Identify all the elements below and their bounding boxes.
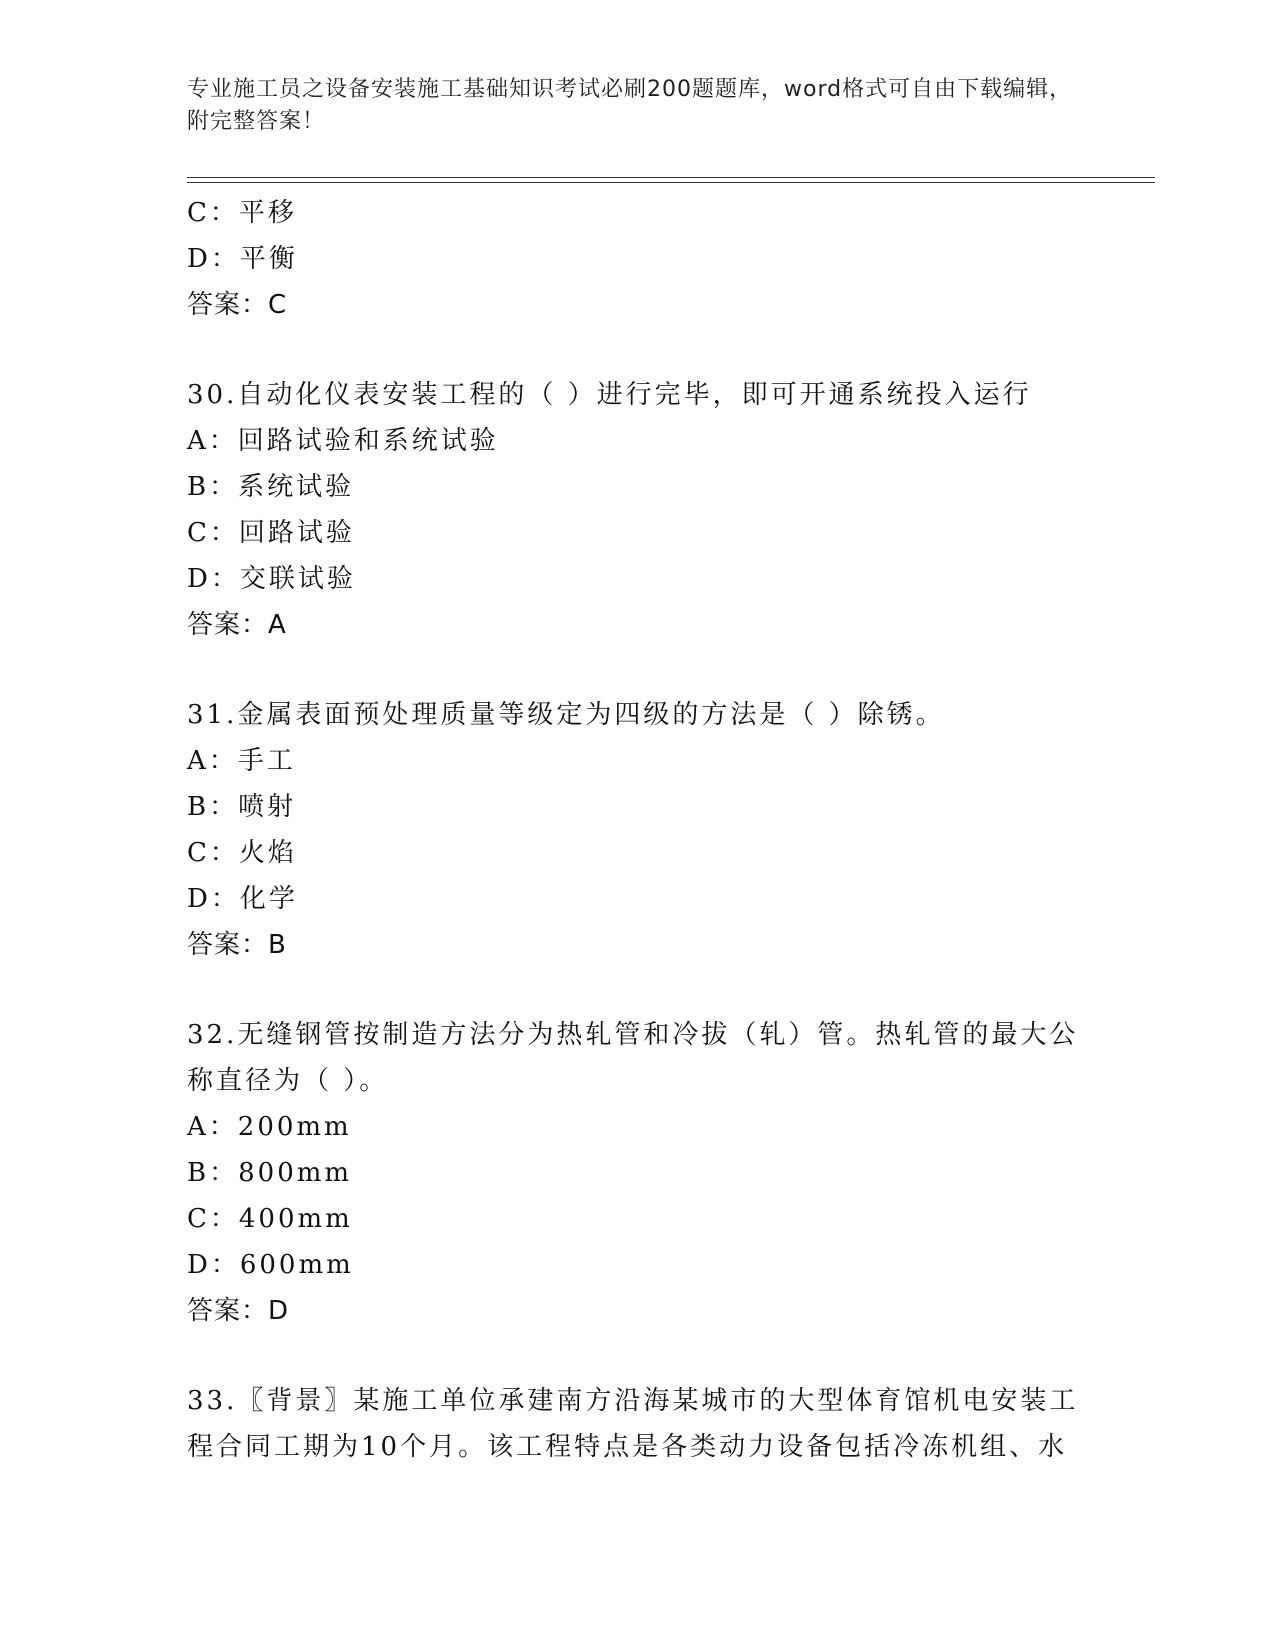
q29-option-d: D：平衡 bbox=[187, 244, 298, 274]
q31-question: 31.金属表面预处理质量等级定为四级的方法是（ ）除锈。 bbox=[187, 700, 945, 730]
q31-option-d: D：化学 bbox=[187, 884, 298, 914]
q29-answer: 答案：C bbox=[187, 290, 288, 320]
q30-option-d: D：交联试验 bbox=[187, 564, 356, 594]
header-divider-top bbox=[187, 177, 1155, 178]
q31-option-a: A：手工 bbox=[187, 746, 296, 776]
q32-question: 32.无缝钢管按制造方法分为热轧管和冷拔（轧）管。热轧管的最大公称直径为（ ）。 bbox=[187, 1020, 1079, 1096]
q31-answer: 答案：B bbox=[187, 930, 287, 960]
spacer bbox=[187, 1334, 1087, 1378]
spacer bbox=[187, 328, 1087, 372]
spacer bbox=[187, 968, 1087, 1012]
q30-option-b: B：系统试验 bbox=[187, 472, 355, 502]
q30-question: 30.自动化仪表安装工程的（ ）进行完毕，即可开通系统投入运行 bbox=[187, 380, 1032, 410]
q32-option-d: D：600mm bbox=[187, 1250, 354, 1280]
q32-answer: 答案：D bbox=[187, 1296, 290, 1326]
q32-option-a: A：200mm bbox=[187, 1112, 352, 1142]
q32-option-b: B：800mm bbox=[187, 1158, 353, 1188]
q32-option-c: C：400mm bbox=[187, 1204, 353, 1234]
q29-option-c: C：平移 bbox=[187, 198, 297, 228]
q30-option-a: A：回路试验和系统试验 bbox=[187, 426, 499, 456]
question-list bbox=[187, 190, 1087, 1470]
q33-question: 33.〖背景〗某施工单位承建南方沿海某城市的大型体育馆机电安装工程合同工期为10个月。该工程特点是各类动力设备包括冷冻机组、水 bbox=[187, 1386, 1079, 1462]
q30-option-c: C：回路试验 bbox=[187, 518, 355, 548]
document-header: 专业施工员之设备安装施工基础知识考试必刷200题题库，word格式可自由下载编辑，附完整答案！ bbox=[187, 77, 1073, 134]
header-divider-bottom bbox=[187, 182, 1155, 183]
spacer bbox=[187, 648, 1087, 692]
q31-option-b: B：喷射 bbox=[187, 792, 297, 822]
q30-answer: 答案：A bbox=[187, 610, 287, 640]
q31-option-c: C：火焰 bbox=[187, 838, 297, 868]
